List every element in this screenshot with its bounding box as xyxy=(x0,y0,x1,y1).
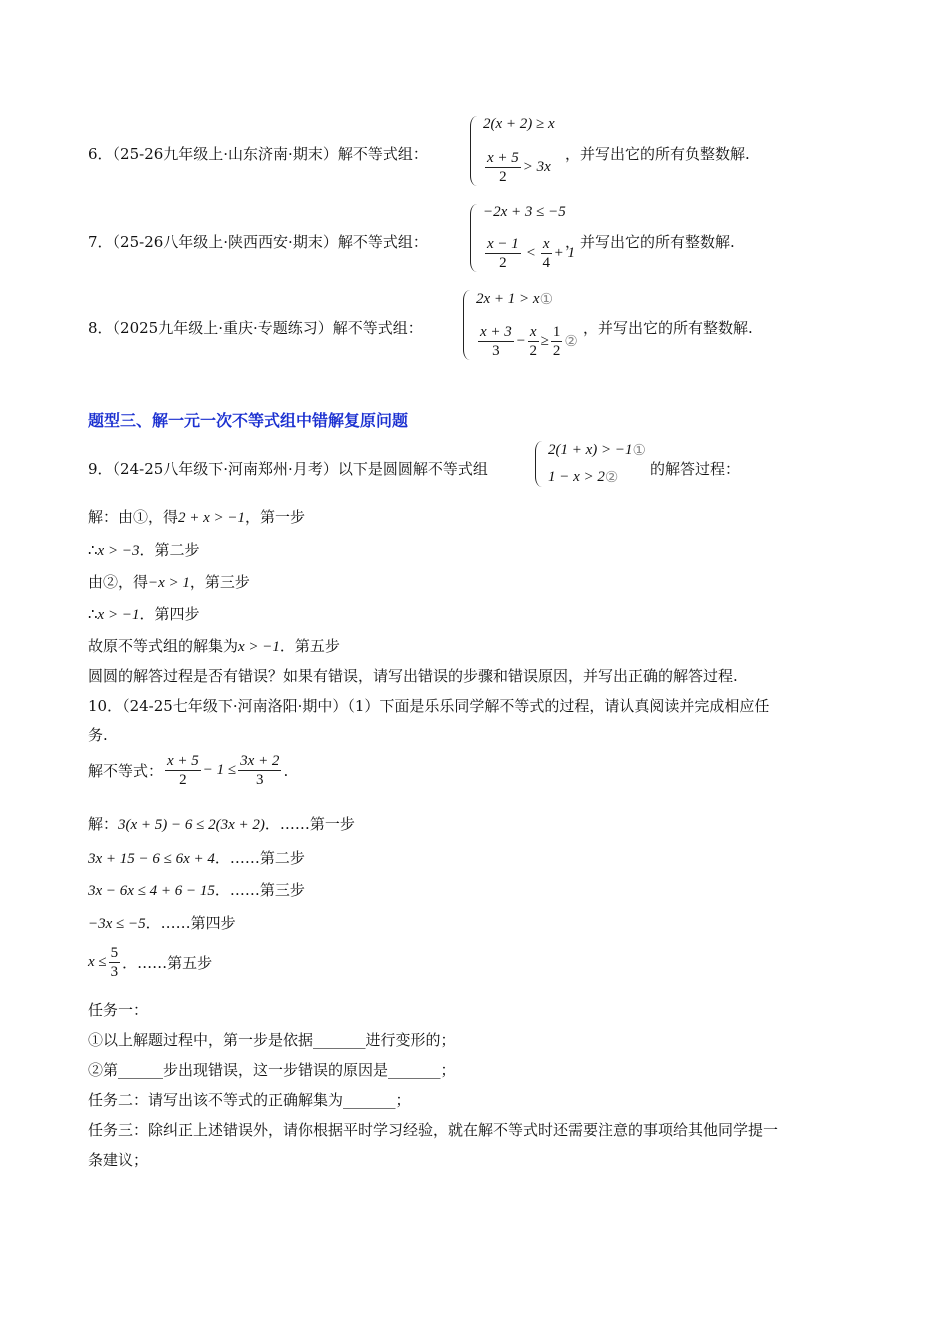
q9-step1 xyxy=(88,507,305,528)
q9-step5-post: ．第五步 xyxy=(279,637,340,655)
q9-label xyxy=(88,458,488,479)
q9-system xyxy=(535,441,646,487)
q7-brace xyxy=(470,204,480,272)
q8-eq2-fraction-3 xyxy=(551,323,563,360)
q7-eq2 xyxy=(483,235,575,272)
q10-step5-denominator: 3 xyxy=(110,964,119,980)
q10-inequality-numerator-2: 3x + 2 xyxy=(240,753,280,769)
q6-eq2-numerator: x + 5 xyxy=(487,150,519,166)
q8-eq1-mark: ① xyxy=(539,292,554,308)
q6-eq2 xyxy=(483,149,555,186)
q10-step4-post: ．……第四步 xyxy=(145,914,236,932)
q10-step5-fraction xyxy=(109,944,121,981)
q6-tail: ，并写出它的所有负整数解. xyxy=(565,145,750,163)
q7-eq1: −2x + 3 ≤ −5 xyxy=(483,204,566,220)
q10-step4 xyxy=(88,913,236,934)
q9-step2-post: ．第二步 xyxy=(139,541,200,559)
q6-source: （25-26九年级上·山东济南·期末）解不等式组： xyxy=(112,145,428,163)
q7-eq2-numerator-2: x xyxy=(542,236,550,252)
q9-step3 xyxy=(88,572,250,593)
q10-task3-line1: 任务三：除纠正上述错误外，请你根据平时学习经验，就在解不等式时还需要注意的事项给其他同学提一 xyxy=(88,1121,779,1139)
q10-task3-line2: 条建议； xyxy=(88,1151,149,1169)
q6-eq1: 2(x + 2) ≥ x xyxy=(483,116,555,132)
q7-eq2-denominator-2: 4 xyxy=(542,255,550,271)
q10-step5-lhs: x ≤ xyxy=(88,954,107,970)
q8-eq2-numerator-1: x + 3 xyxy=(480,324,512,340)
q10-step2-post: ．……第二步 xyxy=(214,849,305,867)
q10-inequality-label: 解不等式： xyxy=(88,762,164,780)
q6-eq2-fraction xyxy=(485,149,521,186)
q8-eq2-fraction-2 xyxy=(528,323,539,360)
q10-step5-numerator: 5 xyxy=(110,945,119,961)
q7-number: 7． xyxy=(88,233,113,251)
q8-eq2-denominator-3: 2 xyxy=(552,343,561,359)
q10-step1 xyxy=(88,814,355,835)
q9-tail: 的解答过程： xyxy=(650,460,741,478)
q10-inequality-math xyxy=(163,752,283,789)
q10-line2: 务. xyxy=(88,726,108,744)
q10-step2-math: 3x + 15 − 6 ≤ 6x + 4 xyxy=(88,851,215,867)
q9-step5-pre: 故原不等式组的解集为 xyxy=(88,637,239,655)
q9-eq2-mark: ② xyxy=(604,470,619,486)
q7-tail: ，并写出它的所有整数解. xyxy=(565,233,735,251)
q9-step5 xyxy=(88,636,340,657)
q6-brace xyxy=(470,116,480,186)
q10-step3-math: 3x − 6x ≤ 4 + 6 − 15 xyxy=(88,883,215,899)
q10-inequality-numerator-1: x + 5 xyxy=(167,753,199,769)
q7-eq2-fraction-1 xyxy=(485,235,521,272)
q9-step2 xyxy=(88,540,199,561)
q10-inequality-fraction-2 xyxy=(238,752,281,789)
q9-question: 圆圆的解答过程是否有错误？如果有错误，请写出错误的步骤和错误原因，并写出正确的解答过程. xyxy=(88,667,738,685)
q6-label xyxy=(88,143,428,164)
q8-eq1-text: 2x + 1 > x xyxy=(476,291,540,307)
q10-task2: 任务二：请写出该不等式的正确解集为_______； xyxy=(88,1091,411,1109)
q8-system xyxy=(463,290,578,360)
q6-eq2-rest: > 3x xyxy=(522,159,551,175)
q9-step4-post: ．第四步 xyxy=(139,605,200,623)
q8-eq2 xyxy=(476,323,578,360)
q9-source: （24-25八年级下·河南郑州·月考）以下是圆圆解不等式组 xyxy=(112,460,488,478)
q9-step3-math: −x > 1 xyxy=(148,575,190,591)
q10-step5-post: ．……第五步 xyxy=(122,954,213,972)
q9-step4-pre: ∴ xyxy=(88,605,98,623)
q10-task1-b: ②第______步出现错误，这一步错误的原因是_______； xyxy=(88,1061,456,1079)
q10-step1-post: ．……第一步 xyxy=(264,815,355,833)
q10-inequality-denominator-1: 2 xyxy=(179,772,187,788)
q10-inequality-denominator-2: 3 xyxy=(256,772,264,788)
q10-step1-pre: 解： xyxy=(88,815,119,833)
q8-eq2-fraction-1 xyxy=(478,323,514,360)
q10-step2 xyxy=(88,848,305,869)
q10-task1: 任务一： xyxy=(88,1001,149,1019)
q10-task1-a: ①以上解题过程中，第一步是依据_______进行变形的； xyxy=(88,1031,456,1049)
q8-eq2-ge: ≥ xyxy=(540,333,549,349)
q7-eq2-numerator-1: x − 1 xyxy=(487,236,519,252)
q10-step3-post: ．……第三步 xyxy=(214,881,305,899)
q8-eq2-denominator-2: 2 xyxy=(529,343,537,359)
q10-step5 xyxy=(88,944,212,981)
q9-step3-post: ，第三步 xyxy=(189,573,250,591)
q9-step3-pre: 由②，得 xyxy=(88,573,149,591)
q10-step4-math: −3x ≤ −5 xyxy=(88,916,146,932)
section3-title: 题型三、解一元一次不等式组中错解复原问题 xyxy=(88,411,409,430)
q10-inequality-fraction-1 xyxy=(165,752,201,789)
q9-step4-math: x > −1 xyxy=(97,607,140,623)
q8-eq2-numerator-3: 1 xyxy=(552,324,561,340)
q6-system xyxy=(470,116,555,186)
q9-eq1-text: 2(1 + x) > −1 xyxy=(548,442,633,458)
q10-line1: 10．（24-25七年级下·河南洛阳·期中）（1）下面是乐乐同学解不等式的过程，请认真阅读并完成相应任 xyxy=(88,697,770,715)
q7-eq2-denominator-1: 2 xyxy=(499,255,507,271)
q9-eq2 xyxy=(548,468,646,487)
q7-label xyxy=(88,231,428,252)
q9-step1-post: ，第一步 xyxy=(245,508,306,526)
q10-step1-math: 3(x + 5) − 6 ≤ 2(3x + 2) xyxy=(118,817,265,833)
q10-inequality-end: . xyxy=(283,761,289,780)
q7-source: （25-26八年级上·陕西西安·期末）解不等式组： xyxy=(112,233,428,251)
q6-number: 6． xyxy=(88,145,113,163)
q10-step3 xyxy=(88,880,305,901)
q8-number: 8． xyxy=(88,319,113,337)
q8-eq2-numerator-2: x xyxy=(529,324,537,340)
q7-eq2-rest: + 1 xyxy=(553,245,575,261)
q10-inequality xyxy=(88,752,288,789)
q9-eq1-mark: ① xyxy=(632,443,646,459)
q9-step1-pre: 解：由①，得 xyxy=(88,508,179,526)
q7-system xyxy=(470,204,575,272)
q8-eq2-minus: − xyxy=(515,333,526,349)
q8-eq2-mark: ② xyxy=(564,334,578,350)
q7-eq2-less: < xyxy=(525,245,536,261)
q9-step2-pre: ∴ xyxy=(88,541,98,559)
q9-number: 9． xyxy=(88,460,113,478)
q9-brace xyxy=(535,441,545,487)
q9-eq2-text: 1 − x > 2 xyxy=(548,469,605,485)
q8-label xyxy=(88,317,423,338)
q7-eq2-fraction-2 xyxy=(541,235,552,272)
q9-step1-math: 2 + x > −1 xyxy=(178,510,246,526)
q9-step5-math: x > −1 xyxy=(238,639,280,655)
q8-source: （2025九年级上·重庆·专题练习）解不等式组： xyxy=(112,319,423,337)
q8-brace xyxy=(463,290,473,360)
q8-tail: ，并写出它的所有整数解. xyxy=(583,319,753,337)
q9-step2-math: x > −3 xyxy=(97,543,140,559)
q10-inequality-mid: − 1 ≤ xyxy=(202,762,237,778)
q8-eq1 xyxy=(476,290,578,309)
q8-eq2-denominator-1: 3 xyxy=(492,343,500,359)
q9-eq1 xyxy=(548,441,646,460)
q9-step4 xyxy=(88,604,199,625)
q6-eq2-denominator: 2 xyxy=(499,169,507,185)
